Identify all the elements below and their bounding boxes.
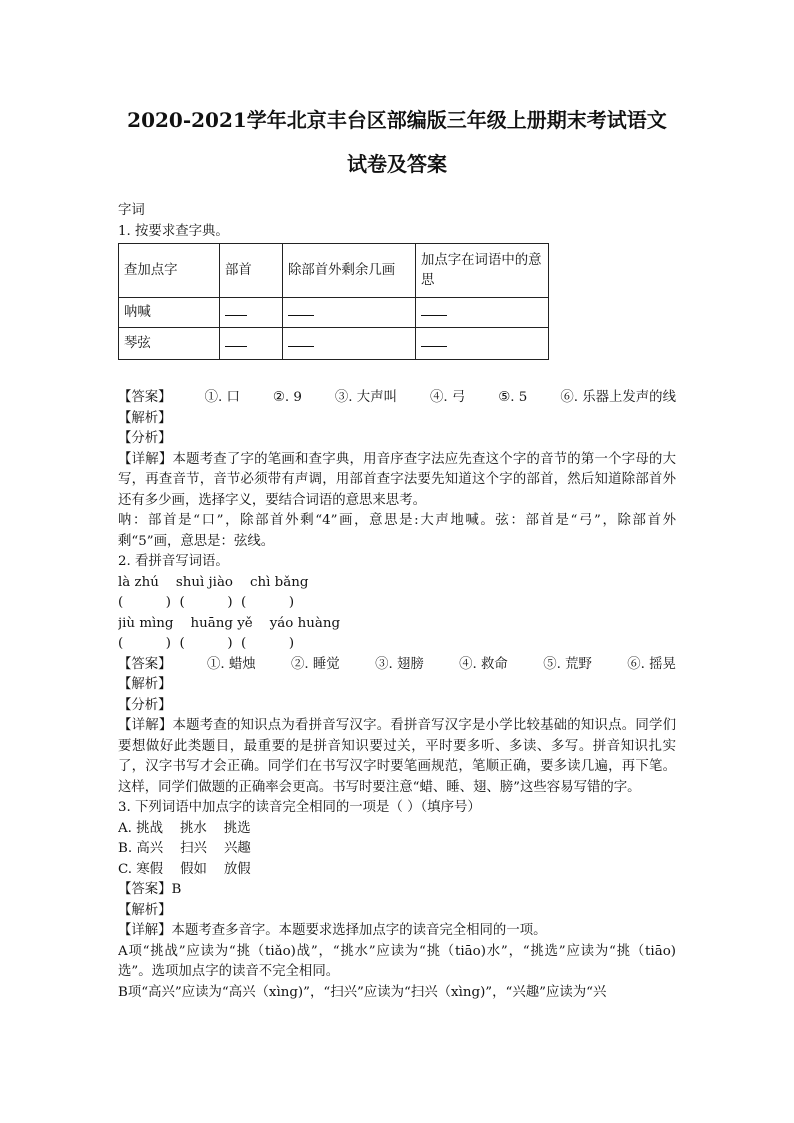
table-cell-blank	[220, 298, 283, 328]
q2-pinyin-row-1: là zhú shuì jiào chì bǎng	[118, 574, 309, 590]
q2-bracket-row-2: ( ) ( ) ( )	[118, 636, 295, 651]
answer-blank	[421, 303, 447, 316]
q2-answer-line	[118, 655, 676, 676]
q3-answer: 【答案】B	[118, 882, 182, 897]
document-title	[110, 98, 684, 186]
answer-item: ③. 大声叫	[334, 390, 397, 405]
dictionary-table	[118, 243, 549, 360]
document-body	[118, 201, 676, 1003]
answer-label: 【答案】	[118, 656, 172, 672]
q1-prompt: 1. 按要求查字典。	[118, 223, 229, 239]
q3-option-b-explanation: B项“高兴”应读为“高兴（xìng)”，“扫兴”应读为“扫兴（xìng)”，“兴趣”应读为“兴	[118, 984, 607, 1000]
answer-item: ④. 弓	[429, 390, 466, 405]
q2-fenxi: 【分析】	[118, 697, 172, 713]
table-row	[119, 328, 549, 360]
table-row	[119, 298, 549, 328]
answer-blank	[288, 303, 314, 316]
q3-option-b: B. 高兴 扫兴 兴趣	[118, 841, 251, 856]
q1-explanation: 呐：部首是“口”，除部首外剩“4”画，意思是:大声地喊。弦：部首是“弓”，除部首外剩“5”画，意思是：弦线。	[118, 513, 676, 549]
q2-jiexi: 【解析】	[118, 677, 172, 692]
table-header-row	[119, 244, 549, 298]
title-line-1: 2020-2021学年北京丰台区部编版三年级上册期末考试语文	[127, 108, 667, 132]
q2-detail: 【详解】本题考查的知识点为看拼音写汉字。看拼音写汉字是小学比较基础的知识点。同学们要想做好此类题目，最重要的是拼音知识要过关，平时要多听、多读、多写。拼音知识扎实了，汉字书写才会正确。同学们在书写汉字时要笔画规范，笔顺正确，要多读几遍，再下笔。这样，同学们做题的正确率会更高。书写时要注意“蜡、睡、翅、膀”这些容易写错的字。	[118, 718, 676, 795]
table-header-cell: 除部首外剩余几画	[283, 244, 416, 298]
answer-item: ⑤. 荒野	[543, 656, 592, 672]
answer-blank	[421, 334, 447, 347]
q2-bracket-row-1: ( ) ( ) ( )	[118, 595, 295, 610]
answer-item: ③. 翅膀	[375, 656, 424, 672]
q3-option-a-explanation: A项“挑战”应读为“挑（tiǎo)战”，“挑水”应读为“挑（tiāo)水”，“挑选”应读为“挑（tiāo)选”。选项加点字的读音不完全相同。	[118, 943, 676, 979]
table-cell-word: 呐喊	[119, 298, 220, 328]
q3-jiexi: 【解析】	[118, 902, 172, 918]
table-cell-blank	[416, 328, 549, 360]
answer-item: ①. 蜡烛	[206, 656, 256, 672]
q1-answer-line	[118, 388, 676, 409]
answer-blank	[288, 334, 314, 347]
table-cell-blank	[283, 298, 416, 328]
table-cell-word: 琴弦	[119, 328, 220, 360]
answer-item: ①. 口	[204, 390, 240, 405]
q1-detail: 【详解】本题考查了字的笔画和查字典，用音序查字法应先查这个字的音节的第一个字母的大写，再查音节，音节必须带有声调，用部首查字法要先知道这个字的部首，然后知道除部首外还有多少画，选择字义，要结合词语的意思来思考。	[118, 451, 676, 508]
answer-item: ⑥. 摇晃	[627, 656, 676, 672]
answer-blank	[225, 303, 247, 316]
section-heading: 字词	[118, 203, 145, 218]
table-header-cell: 查加点字	[119, 244, 220, 298]
table-cell-blank	[283, 328, 416, 360]
answer-item: ④. 救命	[459, 656, 508, 672]
answer-item: ⑥. 乐器上发声的线	[560, 390, 676, 405]
title-line-2: 试卷及答案	[347, 152, 447, 176]
answer-label: 【答案】	[118, 390, 172, 405]
q1-fenxi: 【分析】	[118, 431, 172, 446]
table-cell-blank	[416, 298, 549, 328]
q3-detail: 【详解】本题考查多音字。本题要求选择加点字的读音完全相同的一项。	[118, 923, 547, 938]
q3-option-c: C. 寒假 假如 放假	[118, 861, 251, 877]
answer-item: ②. 9	[272, 390, 302, 405]
answer-blank	[225, 334, 247, 347]
q3-option-a: A. 挑战 挑水 挑选	[118, 820, 251, 836]
q3-prompt: 3. 下列词语中加点字的读音完全相同的一项是（ ）（填序号）	[118, 800, 481, 815]
table-cell-blank	[220, 328, 283, 360]
table-header-cell: 加点字在词语中的意思	[416, 244, 549, 298]
q2-prompt: 2. 看拼音写词语。	[118, 554, 229, 569]
q1-jiexi: 【解析】	[118, 410, 172, 426]
answer-item: ⑤. 5	[498, 390, 528, 405]
table-header-cell: 部首	[220, 244, 283, 298]
answer-item: ②. 睡觉	[291, 656, 340, 672]
q2-pinyin-row-2: jiù mìng huāng yě yáo huàng	[118, 615, 341, 631]
